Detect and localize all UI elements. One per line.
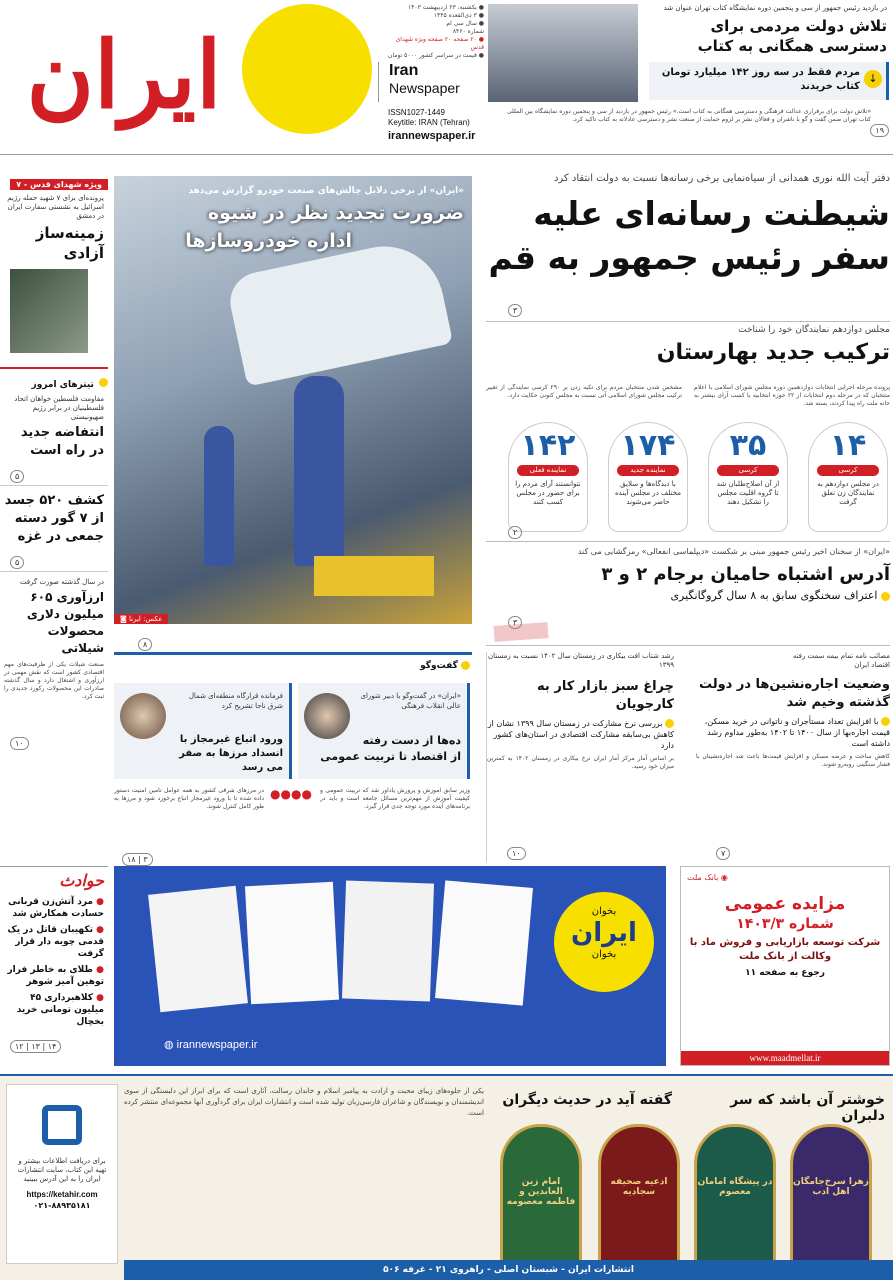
econ-title-r: وضعیت اجاره‌نشین‌ها در دولت گذشته وخیم شد: [698, 677, 890, 710]
todays-headlines-tag: [0, 367, 108, 391]
stat-desc: با دیدگاه‌ها و سلایق مختلف در مجلس آینده حاضر می‌شوند: [615, 480, 681, 506]
photo-credit: [114, 614, 168, 624]
ketab-box: [6, 1084, 118, 1264]
camera-icon: ◙: [120, 615, 127, 623]
item3-title: ارزآوری ۶۰۵ میلیون دلاری محصولات شیلاتی: [26, 590, 104, 655]
ketab-phone: ۰۲۱-۸۸۹۳۵۱۸۱: [33, 1201, 91, 1210]
date-line: شماره ۸۴۶۰: [452, 28, 484, 35]
stat-badge: نماینده جدید: [617, 465, 679, 476]
page-ref[interactable]: ۳: [508, 304, 522, 317]
ketab-note: برای دریافت اطلاعات بیشتر و تهیه این کتاب، سایت انتشارات ایران را به این آدرس ببینید: [17, 1157, 107, 1183]
photo-credit-text: عکس: ایرنا: [129, 615, 163, 623]
main-headline-kicker: دفتر آیت الله نوری همدانی از سیاه‌نمایی برخی رسانه‌ها نسبت به دولت انتقاد کرد: [553, 173, 890, 184]
ketab-logo-icon: [42, 1105, 82, 1145]
book-title: زهرا سرخ‌جامگان اهل ادب: [793, 1177, 869, 1197]
item2-title: کشف ۵۲۰ جسد از ۷ گور دسته جمعی در غزه: [0, 485, 108, 548]
stat-card: [508, 422, 588, 532]
newspaper-stack: [148, 886, 248, 1013]
auction-number: شماره ۱۴۰۳/۳: [736, 916, 834, 932]
parliament-title: ترکیب جدید بهارستان: [656, 340, 890, 365]
havades-item-text: مرد آتش‌زن قربانی حسادت همکارش شد: [8, 897, 104, 919]
books-body: یکی از جلوه‌های زیبای محبت و ارادت به پیامبر اسلام و خاندان رسالت، آثاری است که برای ابراز این دلبستگی از سوی اندیشمندان و نویسندگان و شاعران فارسی‌زبان تولید شده است و انتشارات ایران برای گردآوری آنها مجموعه‌ای منتشر کرده است.: [124, 1087, 484, 1117]
interview-right-title-2: از اقتصاد تا تربیت عمومی: [320, 750, 461, 763]
date-line: ● یکشنبه، ۲۳ اردیبهشت ۱۴۰۳: [407, 4, 484, 11]
interview-section: [114, 652, 472, 862]
page-ref[interactable]: ۵: [10, 556, 24, 569]
jcpoa-sub: [486, 588, 890, 604]
subscribe-line-1: بخوان: [591, 906, 617, 917]
econ-kicker-r: مصائب نامه تمام بیمه سمت رفته: [792, 652, 890, 660]
brand-en-2: Newspaper: [389, 80, 460, 96]
left-top-intro: پرونده‌ای برای ۷ شهید حمله رژیم اسرائیل به نشستی سفارت ایران در دمشق: [7, 194, 104, 220]
interview-tag-text: گفت‌وگو: [420, 661, 458, 671]
book-cover: [694, 1124, 776, 1274]
left-top-tag: [0, 172, 108, 191]
price-line: ● قیمت در سراسر کشور ۵۰۰۰ تومان: [388, 52, 484, 59]
item3-body: صنعت شیلات یکی از ظرفیت‌های مهم اقتصادی کشور است که نقش مهمی در ارزآوری و اشتغال دارد و سال گذشته صادرات این محصولات رکورد جدیدی را ثبت کرد.: [4, 661, 104, 700]
book-title: در پیشگاه امامان معصوم: [697, 1177, 773, 1197]
bank-name: بانک ملت: [687, 873, 719, 882]
havades-item: ● طلای به خاطر فرار توهین آمیز شوهر: [7, 965, 104, 987]
item1-title: انتفاضه جدید در راه است: [20, 425, 104, 458]
stat-number: ۳۵: [729, 428, 767, 463]
economy-left: [486, 652, 680, 862]
item3-ref: [0, 729, 108, 752]
interview-body-left: در مرزهای شرقی کشور به همه عوامل تامین امنیت دستور داده شده تا با ورود غیرمجاز اتباع برخورد شود و مرزها به طور کامل کنترل شوند.: [114, 787, 264, 810]
stat-badge: کرسی: [717, 465, 779, 476]
books-title-left: گفته آید در حدیث دیگران: [502, 1092, 672, 1108]
bank-logo-icon: ◉: [718, 873, 728, 882]
subscribe-site[interactable]: [164, 1038, 257, 1051]
parliament-ref: [508, 520, 522, 539]
stat-badge: نماینده فعلی: [517, 465, 579, 476]
parliament-story: [486, 324, 890, 542]
car-story-title-2: اداره خودروسازها: [185, 230, 352, 252]
masthead: [0, 0, 893, 155]
parliament-body-right: پرونده مرحله اجرایی انتخابات دوازدهمین دوره مجلس شورای اسلامی با اعلام منتخبان که در مرحله دوم انتخابات از ۲۲ حوزه انتخابیه با کسب آرای بیشتر به خانه ملت راه پیدا کردند، بسته شد.: [694, 384, 890, 407]
left-top-photo: [10, 269, 88, 353]
worker-figure: [294, 376, 344, 566]
stat-number: ۱۷۴: [620, 428, 676, 463]
avatar: [120, 693, 166, 739]
car-story-ref: [138, 632, 152, 651]
stat-desc: نتوانستند آرای مردم را برای حضور در مجلس کسب کنند: [515, 480, 581, 506]
item2-ref: [0, 548, 108, 571]
havades-logo: حوادث: [59, 871, 104, 890]
jcpoa-kicker: «ایران» از سخنان اخیر رئیس جمهور مبنی بر شکست «دیپلماسی انفعالی» رمزگشایی می کند: [577, 547, 890, 556]
brand-en: Iran: [389, 62, 419, 79]
econ-body-l: بر اساس آمار مرکز آمار ایران نرخ بیکاری در زمستان ۱۴۰۲ به کمترین میزان خود رسید.: [487, 755, 674, 770]
book-cover: [500, 1124, 582, 1274]
havades-section: [0, 866, 108, 1066]
left-top-title: زمینه‌ساز آزادی: [35, 224, 104, 262]
main-headline: [486, 172, 890, 322]
site-url[interactable]: irannewspaper.ir: [388, 130, 476, 142]
book-cover: [790, 1124, 872, 1274]
subscribe-site-text: irannewspaper.ir: [176, 1039, 258, 1051]
page-ref[interactable]: ۱۹: [870, 124, 889, 137]
car-story-kicker: «ایران» از برخی دلایل چالش‌های صنعت خودرو گزارش می‌دهد: [188, 186, 464, 196]
bullet-icon: [881, 717, 890, 726]
page-ref[interactable]: ۷: [716, 847, 730, 860]
issn: ISSN1027-1449: [388, 108, 445, 117]
econ-sub-r-text: با افزایش تعداد مستأجران و ناتوانی در خرید مسکن، قیمت اجاره‌بها از سال ۱۴۰۰ تا ۱۴۰۲ به‌طور مداوم رشد داشته است: [704, 717, 890, 748]
date-line: ● ۳ ذی‌القعده ۱۴۴۵: [433, 12, 484, 19]
main-headline-title-2: سفر رئیس جمهور به قم: [488, 238, 890, 277]
interview-right-box: [298, 683, 470, 779]
econ-sub-l-text: بررسی نرخ مشارکت در زمستان سال ۱۳۹۹ نشان از کاهش بی‌سابقه مشارکت اقتصادی در استان‌های کشور دارد: [487, 719, 674, 750]
top-story-highlight: مردم فقط در سه روز ۱۴۲ میلیارد تومان کتاب خریدند: [661, 67, 860, 92]
books-footer: انتشارات ایران - شبستان اصلی - راهروی ۲۱ - غرفه ۵۰۶: [124, 1260, 893, 1280]
main-headline-ref: [508, 298, 522, 317]
page-ref[interactable]: ۸: [138, 638, 152, 651]
masthead-logo: ایران: [26, 21, 222, 129]
interview-left-box: [114, 683, 292, 779]
interview-tag: [420, 661, 470, 671]
car-story: [114, 176, 472, 624]
newspaper-stack: [245, 882, 339, 1004]
ketab-site[interactable]: https://ketahir.com: [26, 1190, 98, 1199]
date-line: ● سال سی ام: [446, 20, 484, 27]
interview-left-intro: فرمانده قرارگاه منطقه‌ای شمال شرق ناجا تشریح کرد: [188, 692, 283, 710]
econ-sub-l: [487, 718, 680, 751]
car-body: [225, 235, 453, 386]
havades-item: ● کلاهبرداری ۴۵ میلیون تومانی خرید بخچال: [16, 993, 104, 1027]
newspaper-stack: [435, 880, 533, 1005]
books-title-right: خوشتر آن باشد که سر دلبران: [730, 1092, 885, 1124]
section-label: تیترهای امروز: [31, 380, 94, 390]
top-story-photo: [488, 4, 638, 102]
item1-ref: [0, 462, 108, 485]
top-story-title: تلاش دولت مردمی برای دسترسی همگانی به کتاب: [697, 17, 887, 55]
auction-ad[interactable]: [680, 866, 890, 1066]
econ-intro-r: اقتصاد ایران: [854, 661, 890, 669]
auction-ref: رجوع به صفحه ۱۱: [745, 968, 825, 978]
bank-logo: [681, 867, 889, 888]
subscribe-line-2: ایران: [571, 918, 637, 948]
jcpoa-title: آدرس اشتباه حامیان برجام ۲ و ۳: [601, 564, 890, 585]
stat-number: ۱۴: [829, 428, 867, 463]
book-cover: [598, 1124, 680, 1274]
page-ref[interactable]: ۳: [508, 616, 522, 629]
page-ref[interactable]: ۵: [10, 470, 24, 483]
book-title: امام زین العابدین و فاطمه معصومه: [506, 1177, 576, 1207]
subscribe-line-3: بخوان: [591, 949, 617, 960]
left-column: [0, 172, 108, 872]
jcpoa-story: [486, 546, 890, 646]
bullet-icon: [99, 378, 108, 387]
red-dots-icon: ●●: [291, 787, 312, 801]
car-story-title-1: ضرورت تجدید نظر در شیوه: [207, 202, 464, 224]
page-ref[interactable]: ۲: [508, 526, 522, 539]
subscribe-ad[interactable]: [114, 866, 666, 1066]
page-ref[interactable]: ۱۲ | ۱۳ | ۱۴: [10, 1040, 61, 1053]
subscribe-circle: [554, 892, 654, 992]
item1-intro: مقاومت فلسطین خواهان اتحاد فلسطینیان در برابر رژیم صهیونیستی: [14, 395, 104, 421]
yellow-stand: [314, 556, 434, 596]
section-tag: ویژه شهدای قدس - ۷: [10, 179, 108, 190]
interview-body-right: وزیر سابق آموزش و پرورش یادآور شد که تربیت عمومی و کیفیت آموزش از مهم‌ترین مسائل جامعه است و باید در برنامه‌های آینده مورد توجه جدی قرار گیرد.: [320, 787, 470, 810]
bullet-icon: [461, 661, 470, 670]
havades-item-text: طلای به خاطر فرار توهین آمیز شوهر: [7, 965, 104, 987]
price-line: ● ۲۰ صفحه ۲۰ صفحه ویژه شهدای قدس: [395, 36, 484, 51]
jcpoa-sub-text: اعتراف سخنگوی سابق به ۸ سال گروگانگیری: [670, 589, 878, 602]
stat-desc: در مجلس دوازدهم به نمایندگان زن تعلق گرفت: [817, 480, 879, 506]
havades-item-text: کلاهبرداری ۴۵ میلیون تومانی خرید بخچال: [16, 993, 104, 1027]
bullet-icon: [881, 592, 890, 601]
havades-item: ● مرد آتش‌زن قربانی حسادت همکارش شد: [8, 897, 104, 919]
stat-card: [608, 422, 688, 532]
sun-logo-icon: [242, 4, 372, 134]
book-title: ادعیه صحیفه سجادیه: [610, 1177, 668, 1197]
auction-title: مزایده عمومی: [724, 894, 846, 914]
stat-number: ۱۴۲: [520, 428, 576, 463]
brand-block: [378, 62, 484, 102]
down-arrow-icon: ↓: [864, 70, 882, 88]
econ-body-r: کاهش ساخت و عرضه مسکن و افزایش قیمت‌ها باعث شد اجاره‌نشینان با فشار سنگینی روبه‌رو شوند.: [696, 753, 890, 768]
auction-body: شرکت توسعه بازاریابی و فروش ماد با وکالت از بانک ملت: [689, 937, 881, 962]
worker-figure: [204, 426, 234, 566]
top-story-page-ref: [870, 118, 889, 137]
havades-item-text: تکهیبان قاتل در یک قدمی چوبه دار قرار گرفت: [7, 925, 104, 959]
date-block: [386, 4, 484, 60]
parliament-kicker: مجلس دوازدهم نمایندگان خود را شناخت: [738, 325, 890, 335]
main-headline-title-1: شیطنت رسانه‌ای علیه: [533, 194, 890, 233]
bullet-icon: [665, 719, 674, 728]
red-dots-icon: ●●: [270, 787, 291, 801]
stat-card: [808, 422, 888, 532]
interview-right-intro: «ایران» در گفت‌وگو با دبیر شورای عالی انقلاب فرهنگی: [360, 692, 461, 710]
books-ad[interactable]: [0, 1074, 893, 1280]
page-ref[interactable]: ۱۰: [10, 737, 29, 750]
havades-refs: [0, 1030, 108, 1057]
top-story-body: «تلاش دولت برای برقراری عدالت فرهنگی و دسترسی همگانی به کتاب است.» رئیس جمهور در بازدید از سی و پنجمین دوره نمایشگاه بین المللی کتاب تهران ضمن گفت و گو با ناشران و فعالان نشر بر لزوم حمایت از صنعت نشر و دسترسی عادلانه به کتاب تاکید کرد.: [507, 108, 871, 123]
globe-icon: ◍: [164, 1039, 177, 1051]
page-ref[interactable]: ۱۸ | ۳: [122, 853, 153, 866]
item3-intro: در سال گذشته صورت گرفت: [0, 571, 108, 587]
newspaper-stack: [342, 881, 434, 1002]
economy-right: [696, 652, 890, 862]
havades-item: ● تکهیبان قاتل در یک قدمی چوبه دار قرار گرفت: [7, 925, 104, 959]
econ-kicker-l: رشد شتاب افت بیکاری در زمستان سال ۱۴۰۲ نسبت به زمستان ۱۳۹۹: [488, 652, 674, 669]
top-story-kicker: در بازدید رئیس جمهور از سی و پنجمین دوره نمایشگاه کتاب تهران عنوان شد: [663, 4, 887, 12]
interview-refs: [122, 847, 153, 866]
auction-site[interactable]: www.maadmellat.ir: [681, 1051, 889, 1065]
top-story-highlight-box: [649, 62, 889, 100]
stat-badge: کرسی: [817, 465, 879, 476]
econ-ref-r: [716, 841, 730, 860]
econ-sub-r: [696, 716, 890, 749]
parliament-body-left: مشخص شدن منتخبان مردم برای تکیه زدن بر ۲۹۰ کرسی نمایندگی از تغییر ترکیب مجلس شورای اسلامی آتی نسبت به مجلس کنونی حکایت دارد.: [486, 384, 682, 399]
jcpoa-ref: [508, 610, 522, 629]
interview-right-title-1: ده‌ها از دست رفته: [362, 734, 461, 747]
stat-card: [708, 422, 788, 532]
economy-section: [486, 652, 890, 862]
page-ref[interactable]: ۱۰: [507, 847, 526, 860]
stat-desc: از آن اصلاح‌طلبان شد تا گروه اقلیت مجلس را تشکیل دهند: [716, 480, 780, 506]
keytitle: Keytitle: IRAN (Tehran): [388, 118, 470, 127]
econ-ref-l: [507, 841, 526, 860]
econ-title-l: چراغ سبز بازار کار به کارجویان: [537, 679, 674, 712]
interview-left-title: ورود اتباع غیرمجاز با انسداد مرزها به صفر می رسد: [179, 734, 283, 773]
